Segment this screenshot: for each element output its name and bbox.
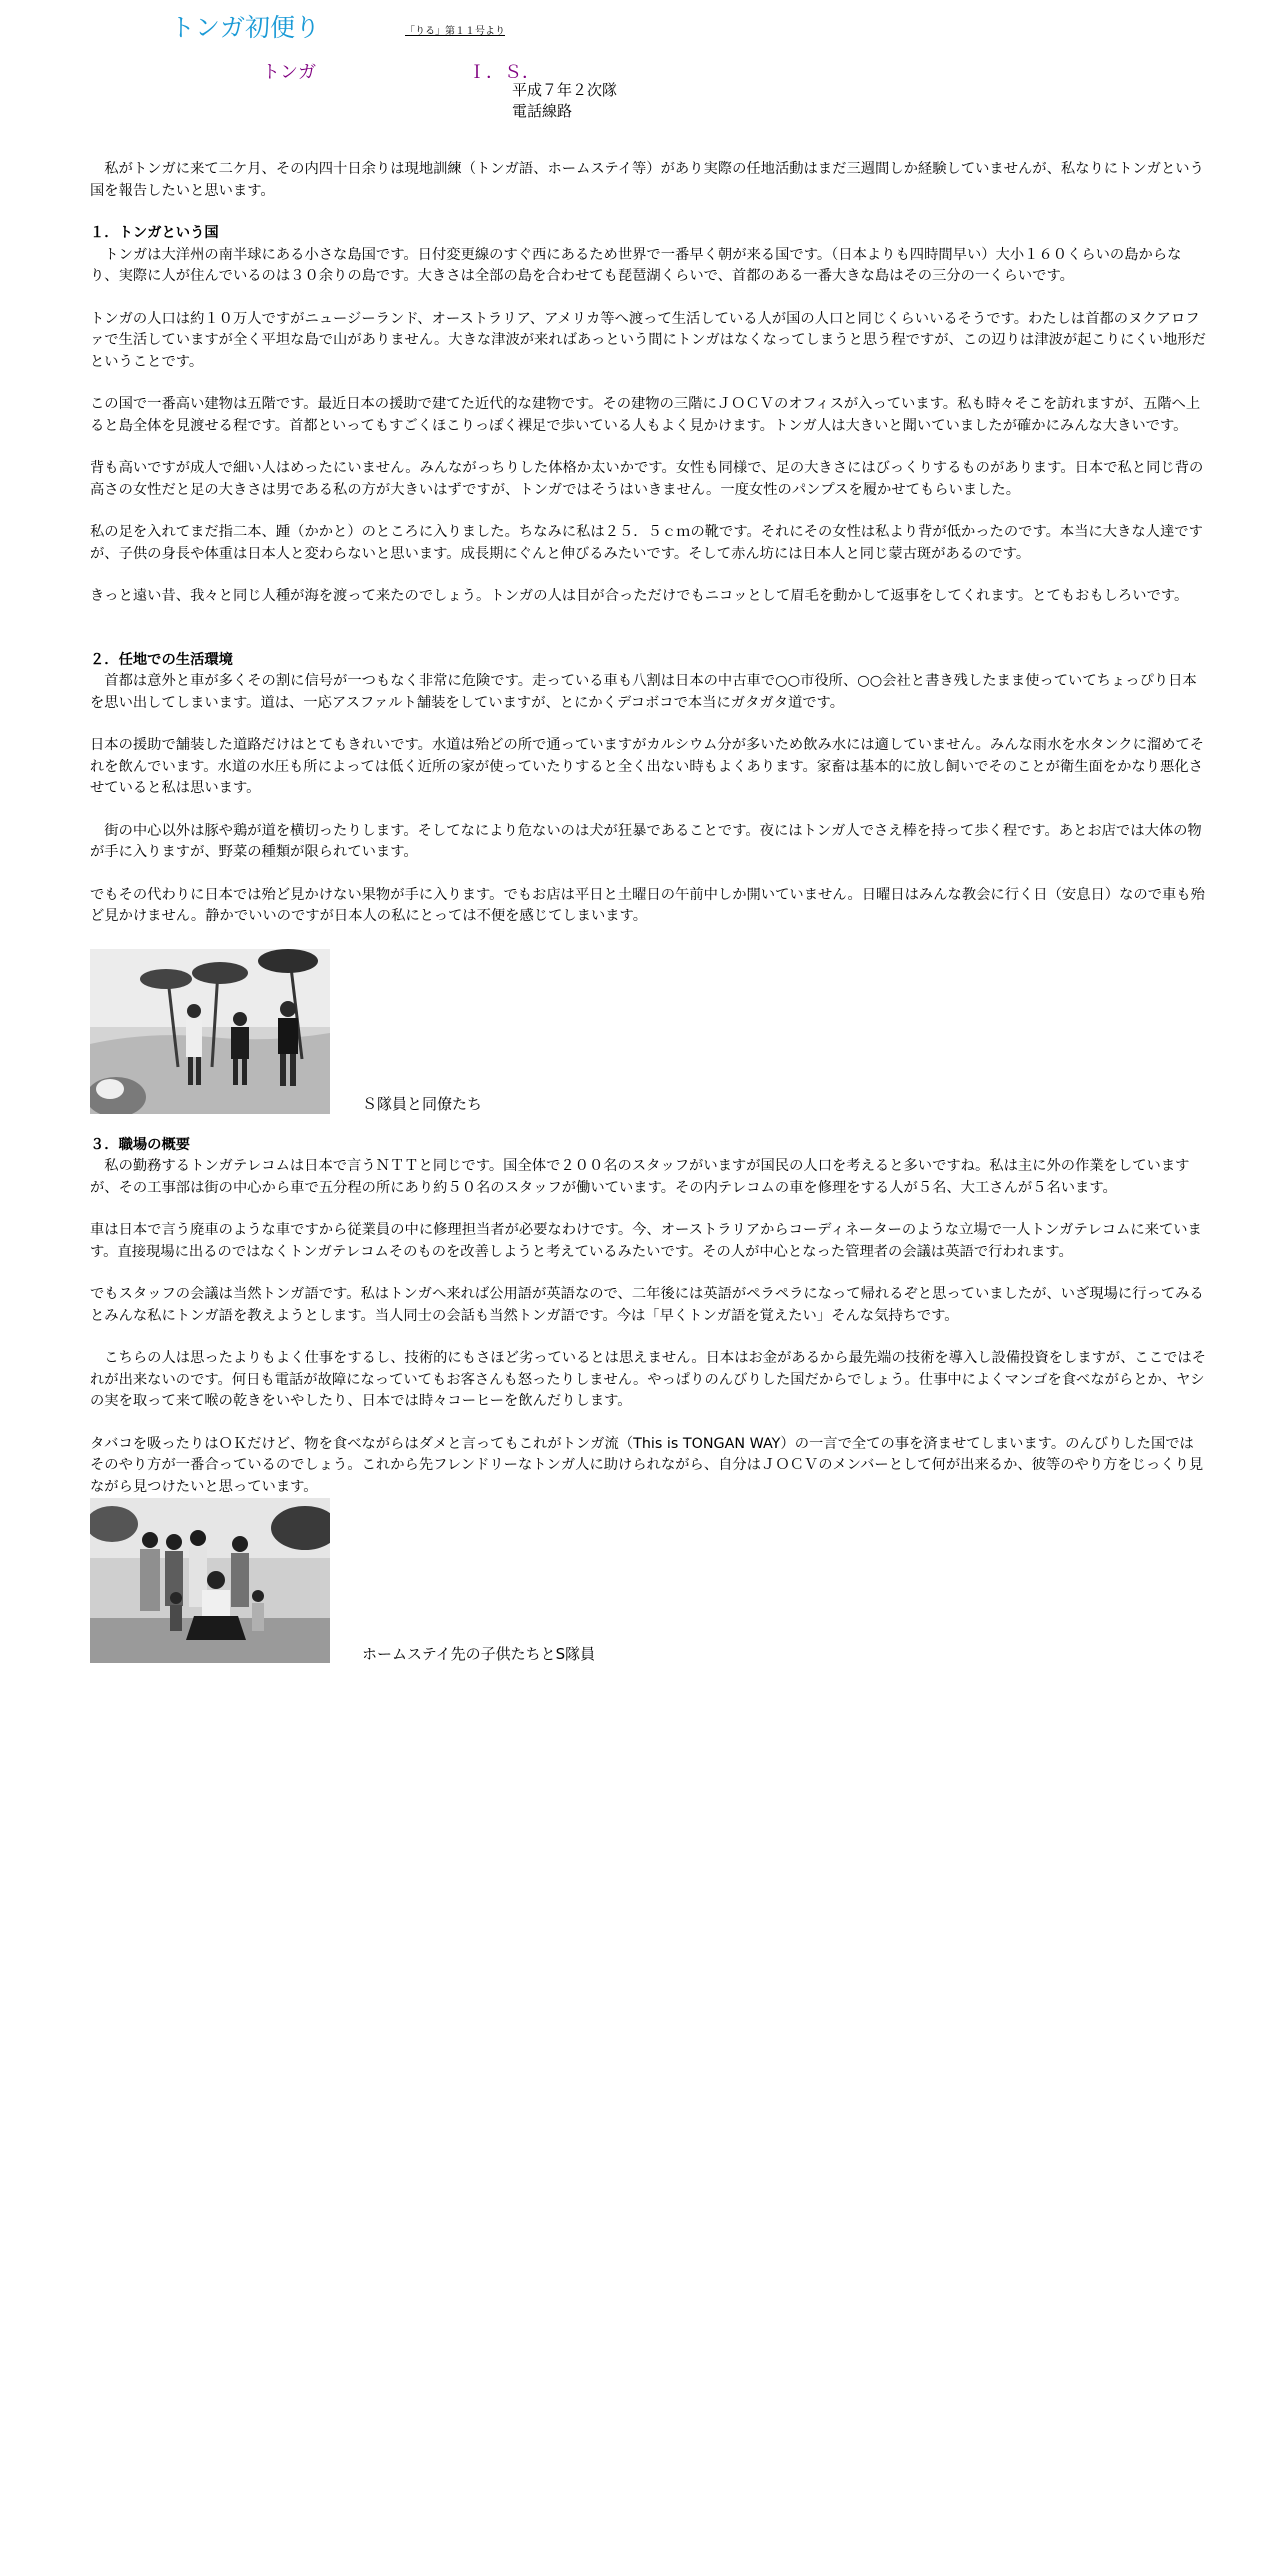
section-1-paragraph: この国で一番高い建物は五階です。最近日本の援助で建てた近代的な建物です。その建物の三階にＪＯＣＶのオフィスが入っています。私も時々そこを訪れますが、五階へ上ると島全体を見渡せる程です。首都といってもすごくほこりっぽく裸足で歩いている人もよく見かけます。トンガ人は大きいと聞いていましたが確かにみんな大きいです。 [90, 396, 1201, 434]
photo-caption: Ｓ隊員と同僚たち [362, 1095, 483, 1113]
article-body [90, 159, 1208, 1663]
country-label: トンガ [262, 62, 316, 83]
section-3-paragraph: タバコを吸ったりはＯＫだけど、物を食べながらはダメと言ってもこれがトンガ流（This is TONGAN WAY）の一言で全ての事を済ませてしまいます。のんびりした国ではそのやり方が一番合っているのでしょう。これから先フレンドリーなトンガ人に助けられながら、自分はＪＯＣＶのメンバーとして何が出来るか、彼等のやり方をじっくり見ながら見つけたいと思っています。 [90, 1435, 1204, 1495]
section-2-paragraph: 日本の援助で舗装した道路だけはとてもきれいです。水道は殆どの所で通っていますがカルシウム分が多いため飲み水には適していません。みんな雨水を水タンクに溜めてそれを飲んでいます。水道の水圧も所によっては低く近所の家が使っていたりすると全く出ない時もよくあります。家畜は基本的に放し飼いでそのことが衛生面をかなり悪化させていると私は思います。 [90, 737, 1205, 796]
author-job: 電話線路 [512, 102, 573, 120]
section-2 [90, 650, 1208, 1114]
section-1-paragraph: 背も高いですが成人で細い人はめったにいません。みんながっちりした体格か太いかです。女性も同様で、足の大きさにはびっくりするものがあります。日本で私と同じ背の高さの女性だと足の大きさは男である私の方が大きいはずですが、トンガではそうはいきません。一度女性のパンプスを履かせてもらいました。 [90, 460, 1204, 498]
photo-figure-colleagues [90, 949, 1208, 1114]
section-1 [90, 223, 1208, 608]
section-2-paragraph: 首都は意外と車が多くその割に信号が一つもなく非常に危険です。走っている車も八割は日本の中古車で○○市役所、○○会社と書き残したまま使っていてちょっぴり日本を思い出してしまいます。道は、一応アスファルト舗装をしていますが、とにかくデコボコで本当にガタガタ道です。 [90, 673, 1197, 711]
section-1-paragraph: きっと遠い昔、我々と同じ人種が海を渡って来たのでしょう。トンガの人は目が合っただけでもニコッとして眉毛を動かして返事をしてくれます。とてもおもしろいです。 [90, 588, 1189, 604]
section-2-paragraph: 街の中心以外は豚や鶏が道を横切ったりします。そしてなにより危ないのは犬が狂暴であることです。夜にはトンガ人でさえ棒を持って歩く程です。あとお店では大体の物が手に入りますが、野菜の種類が限られています。 [90, 822, 1202, 860]
section-1-title: １．トンガという国 [90, 225, 219, 241]
author-label: Ｉ．Ｓ． [468, 62, 540, 83]
section-2-title: ２．任地での生活環境 [90, 651, 233, 668]
section-2-paragraph: でもその代わりに日本では殆ど見かけない果物が手に入ります。でもお店は平日と土曜日の午前中しか開いていません。日曜日はみんな教会に行く日（安息日）なので車も殆ど見かけません。静かでいいのですが日本人の私にとっては不便を感じてしまいます。 [90, 886, 1205, 924]
section-3-paragraph: こちらの人は思ったよりもよく仕事をするし、技術的にもさほど劣っているとは思えません。日本はお金があるから最先端の技術を導入し設備投資をしますが、ここではそれが出来ないのです。何日も電話が故障になっていてもお客さんも怒ったりしません。やっぱりのんびりした国だからでしょう。仕事中によくマンゴを食べながらとか、ヤシの実を取って来て喉の乾きをいやしたり、日本では時々コーヒーを飲んだりします。 [90, 1350, 1207, 1409]
author-cohort: 平成７年２次隊 [512, 81, 618, 99]
section-3-title: ３．職場の概要 [90, 1136, 191, 1153]
author-details [512, 80, 617, 122]
section-3-paragraph: でもスタッフの会議は当然トンガ語です。私はトンガへ来れば公用語が英語なので、二年後には英語がペラペラになって帰れるぞと思っていましたが、いざ現場に行ってみるとみんな私にトンガ語を教えようとします。当人同士の会話も当然トンガ語です。今は「早くトンガ語を覚えたい」そんな気持ちです。 [90, 1286, 1204, 1324]
section-3 [90, 1135, 1208, 1664]
page-title: トンガ初便り [170, 13, 321, 42]
source-note: 「りる」第１１号より [405, 26, 505, 37]
section-1-paragraph: 私の足を入れてまだ指二本、踵（かかと）のところに入りました。ちなみに私は２５．５ｃｍの靴です。それにその女性は私より背が低かったのです。本当に大きな人達ですが、子供の身長や体重は日本人と変わらないと思います。成長期にぐんと伸びるみたいです。そして赤ん坊には日本人と同じ蒙古斑があるのです。 [90, 524, 1203, 562]
photo-colleagues [90, 949, 330, 1114]
section-3-paragraph: 車は日本で言う廃車のような車ですから従業員の中に修理担当者が必要なわけです。今、オーストラリアからコーディネーターのような立場で一人トンガテレコムに来ています。直接現場に出るのではなくトンガテレコムそのものを改善しようと考えているみたいです。その人が中心となった管理者の会議は英語で行われます。 [90, 1222, 1202, 1260]
section-3-paragraph: 私の勤務するトンガテレコムは日本で言うＮＴＴと同じです。国全体で２００名のスタッフがいますが国民の人口を考えると多いですね。私は主に外の作業をしていますが、その工事部は街の中心から車で五分程の所にあり約５０名のスタッフが働いています。その内テレコムの車を修理をする人が５名、大工さんが５名います。 [90, 1158, 1190, 1196]
photo-homestay-children [90, 1498, 330, 1663]
intro-paragraph: 私がトンガに来て二ケ月、その内四十日余りは現地訓練（トンガ語、ホームステイ等）があり実際の任地活動はまだ三週間しか経験していませんが、私なりにトンガという国を報告したいと思います。 [90, 161, 1204, 199]
section-1-paragraph: トンガの人口は約１０万人ですがニュージーランド、オーストラリア、アメリカ等へ渡って生活している人が国の人口と同じくらいいるそうです。わたしは首都のヌクアロファで生活していますが全く平坦な島で山がありません。大きな津波が来ればあっという間にトンガはなくなってしまうと思う程ですが、この辺りは津波が起こりにくい地形だということです。 [90, 310, 1206, 370]
section-1-paragraph: トンガは大洋州の南半球にある小さな島国です。日付変更線のすぐ西にあるため世界で一番早く朝が来る国です。（日本よりも四時間早い）大小１６０くらいの島からなり、実際に人が住んでいるのは３０余りの島です。大きさは全部の島を合わせても琵琶湖くらいで、首都のある一番大きな島はその三分の一くらいです。 [90, 246, 1182, 284]
photo-figure-homestay [90, 1498, 1208, 1663]
photo-caption: ホームステイ先の子供たちとS隊員 [362, 1644, 596, 1663]
